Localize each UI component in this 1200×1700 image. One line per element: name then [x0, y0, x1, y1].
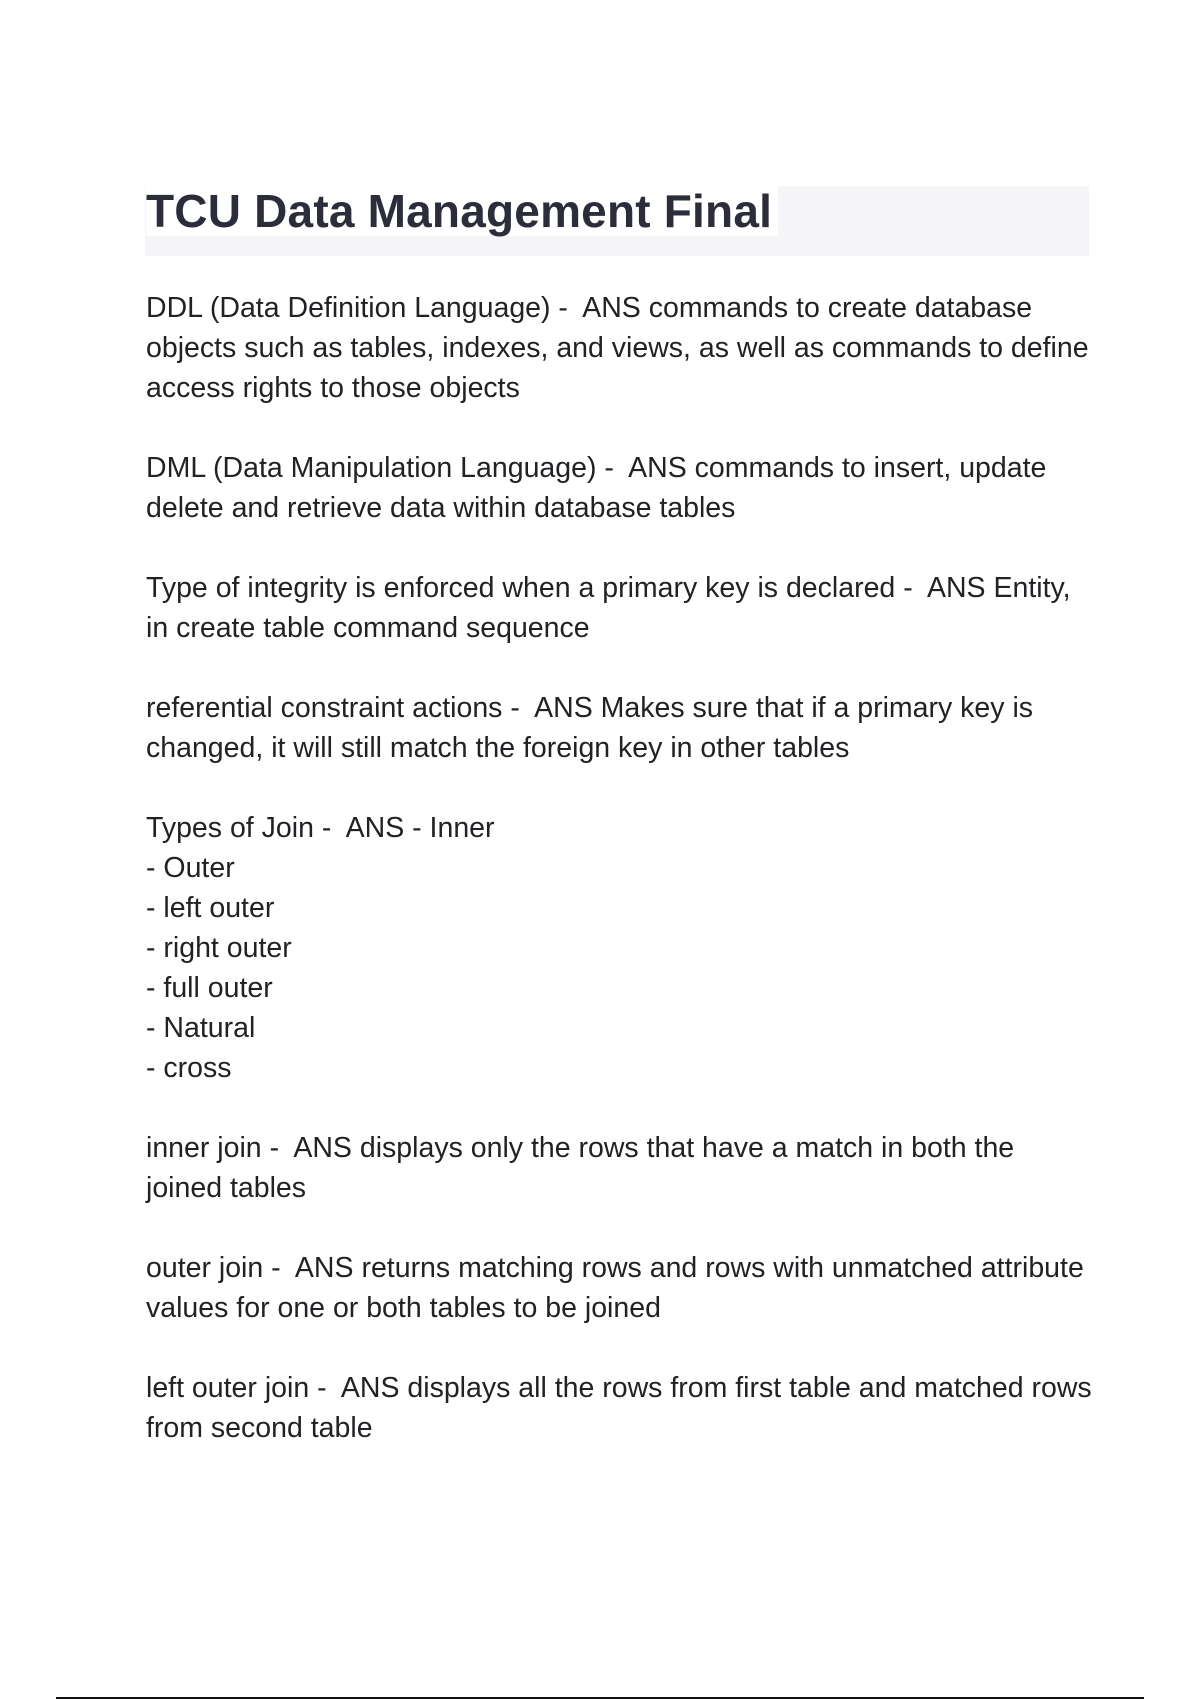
- join-type-item: - left outer: [146, 892, 275, 924]
- flashcard-separator: - ANS: [502, 692, 601, 724]
- flashcard-term: Types of Join: [146, 812, 314, 844]
- flashcard-ddl: [146, 288, 1096, 408]
- flashcard-answer: commands to create database objects such as tables, indexes, and views, as well as commands to define access rights to those objects: [146, 292, 1089, 404]
- flashcard-referential: [146, 688, 1096, 768]
- flashcard-outer-join: [146, 1248, 1096, 1328]
- document-title: TCU Data Management Final: [146, 186, 778, 236]
- flashcard-answer: Makes sure that if a primary key is changed, it will still match the foreign key in other tables: [146, 692, 1034, 764]
- footer-divider: [56, 1697, 1144, 1699]
- flashcard-answer: displays all the rows from first table and matched rows from second table: [146, 1372, 1092, 1444]
- join-type-item: - Outer: [146, 852, 235, 884]
- join-type-item: - right outer: [146, 932, 292, 964]
- flashcard-term: DDL (Data Definition Language): [146, 292, 551, 324]
- flashcard-term: inner join: [146, 1132, 262, 1164]
- flashcard-dml: [146, 448, 1096, 528]
- flashcard-inner-join: [146, 1128, 1096, 1208]
- flashcard-separator: - ANS: [596, 452, 695, 484]
- flashcard-separator: - ANS: [313, 812, 413, 844]
- flashcard-separator: - ANS: [261, 1132, 360, 1164]
- flashcard-integrity: [146, 568, 1096, 648]
- flashcard-term: Type of integrity is enforced when a primary key is declared: [146, 572, 896, 604]
- flashcard-separator: - ANS: [550, 292, 649, 324]
- flashcard-term: DML (Data Manipulation Language): [146, 452, 597, 484]
- flashcard-separator: - ANS: [309, 1372, 408, 1404]
- join-type-item: - full outer: [146, 972, 273, 1004]
- join-type-item: - cross: [146, 1052, 232, 1084]
- flashcard-separator: - ANS: [895, 572, 994, 604]
- flashcard-answer: Entity, in create table command sequence: [146, 572, 1071, 644]
- flashcard-term: left outer join: [146, 1372, 310, 1404]
- flashcard-answer: commands to insert, update delete and retrieve data within database tables: [146, 452, 1047, 524]
- flashcard-separator: - ANS: [263, 1252, 362, 1284]
- flashcard-list: [146, 288, 1096, 1488]
- flashcard-term: outer join: [146, 1252, 264, 1284]
- flashcard-left-outer-join: [146, 1368, 1096, 1448]
- flashcard-answer: returns matching rows and rows with unmatched attribute values for one or both tables to be joined: [146, 1252, 1084, 1324]
- join-type-item: - Natural: [146, 1012, 256, 1044]
- flashcard-term: referential constraint actions: [146, 692, 503, 724]
- flashcard-join-types: [146, 808, 1096, 1088]
- flashcard-term-line: [146, 808, 1096, 848]
- flashcard-answer: displays only the rows that have a match in both the joined tables: [146, 1132, 1015, 1204]
- flashcard-answer: - Inner: [412, 812, 495, 844]
